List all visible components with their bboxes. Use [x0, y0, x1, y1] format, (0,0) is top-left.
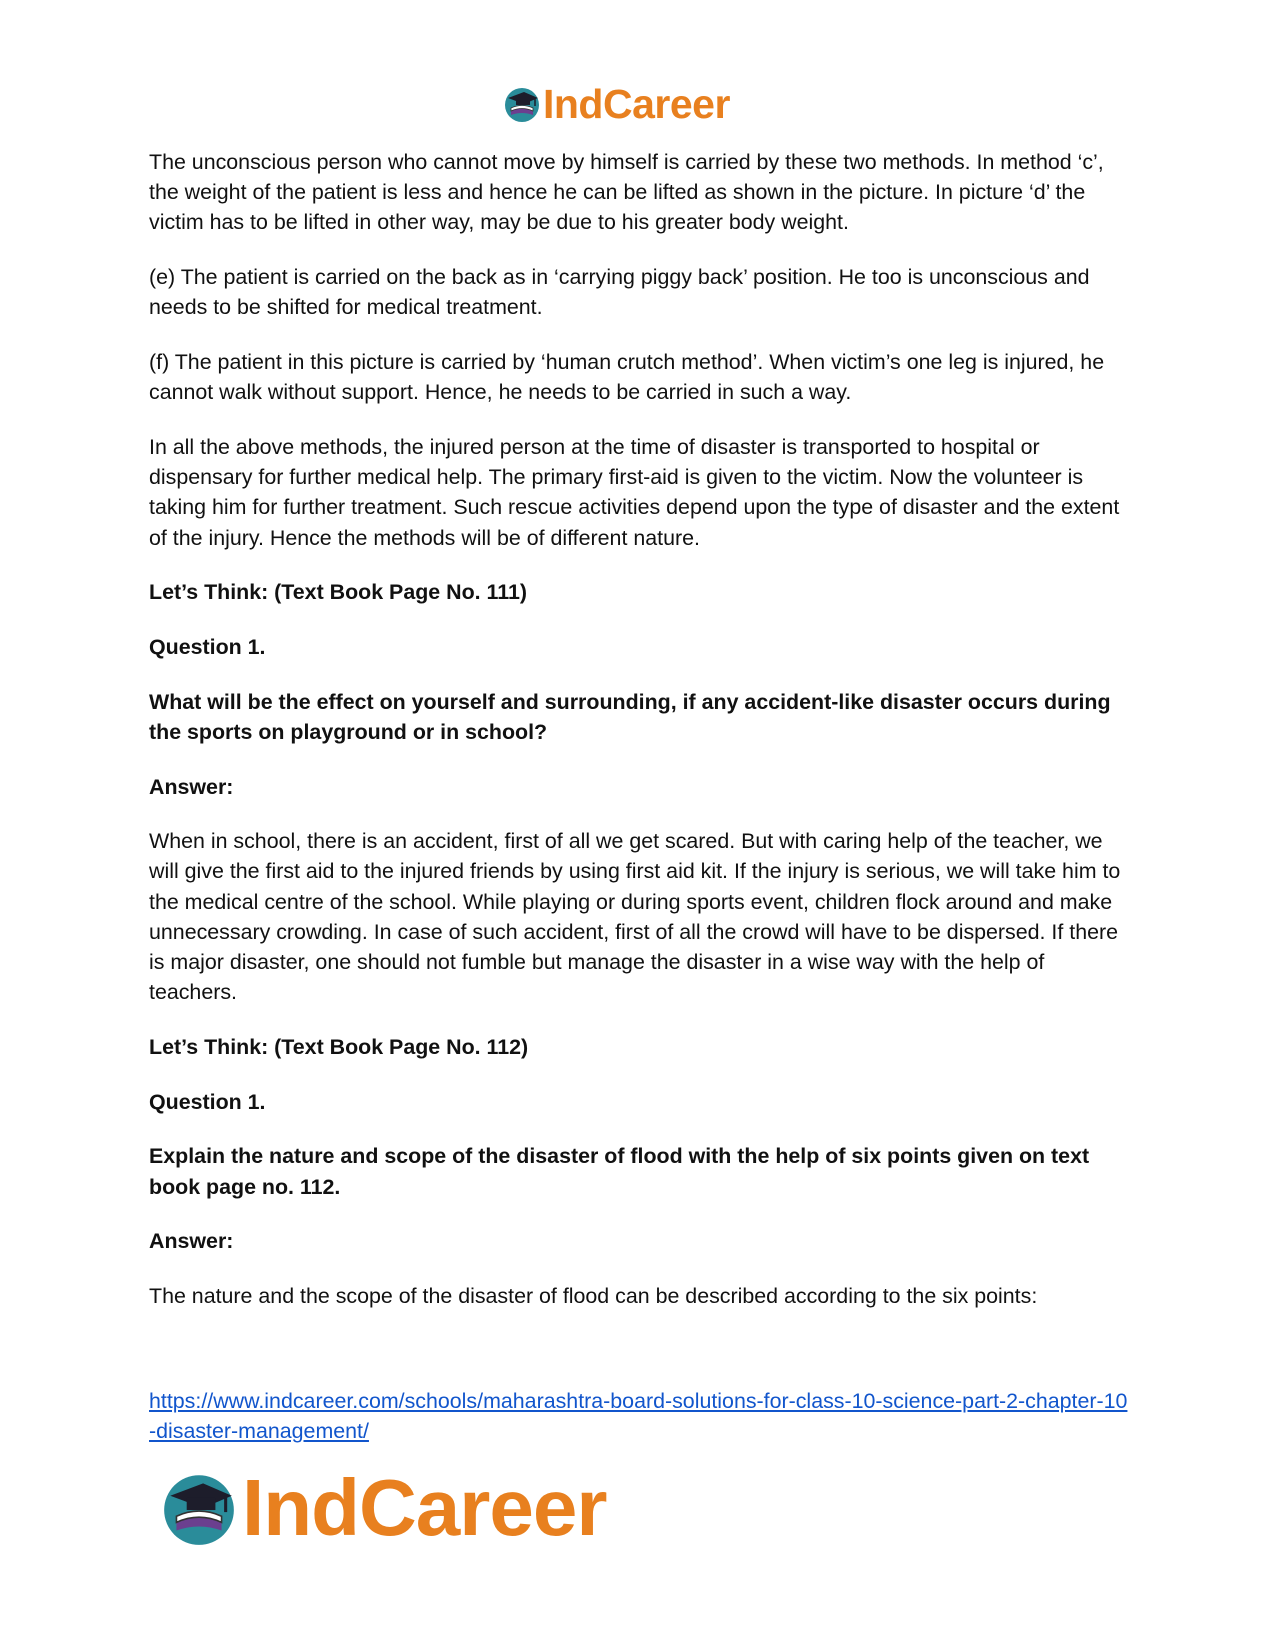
paragraph: In all the above methods, the injured person at the time of disaster is transported to hospital or dispensary for further medical help. The primary first-aid is given to the victim. Now the volunteer is taking him for further treatment. Such rescue activities depend upon the type of disaster and the extent of the injury. Hence the methods will be of different nature.	[149, 434, 1120, 550]
header-logo	[502, 78, 730, 130]
logo-text: IndCareer	[242, 1463, 607, 1552]
question-text: Explain the nature and scope of the disaster of flood with the help of six points given on text book page no. 112.	[149, 1144, 1090, 1199]
logo-text: IndCareer	[543, 80, 730, 127]
document-body	[149, 147, 1134, 1336]
answer-text: The nature and the scope of the disaster of flood can be described according to the six points:	[149, 1283, 1038, 1308]
section-heading: Let’s Think: (Text Book Page No. 111)	[149, 580, 527, 605]
question-label: Question 1.	[149, 1089, 266, 1114]
footer-logo	[158, 1462, 606, 1554]
answer-label: Answer:	[149, 774, 234, 799]
book-grad-cap-globe-icon	[158, 1467, 240, 1549]
answer-label: Answer:	[149, 1229, 234, 1254]
answer-text: When in school, there is an accident, first of all we get scared. But with caring help of the teacher, we will give the first aid to the injured friends by using first aid kit. If the injury is serious, we will take him to the medical centre of the school. While playing or during sports event, children flock around and make unnecessary crowding. In case of such accident, first of all the crowd will have to be dispersed. If there is major disaster, one should not fumble but manage the disaster in a wise way with the help of teachers.	[149, 829, 1121, 1005]
question-text: What will be the effect on yourself and surrounding, if any accident-like disaster occurs during the sports on playground or in school?	[149, 689, 1111, 744]
section-heading: Let’s Think: (Text Book Page No. 112)	[149, 1034, 529, 1059]
paragraph: (f) The patient in this picture is carried by ‘human crutch method’. When victim’s one leg is injured, he cannot walk without support. Hence, he needs to be carried in such a way.	[149, 350, 1105, 405]
paragraph: (e) The patient is carried on the back as in ‘carrying piggy back’ position. He too is unconscious and needs to be shifted for medical treatment.	[149, 265, 1090, 320]
book-grad-cap-globe-icon	[502, 84, 542, 124]
paragraph: The unconscious person who cannot move by himself is carried by these two methods. In method ‘c’, the weight of the patient is less and hence he can be lifted as shown in the picture. In picture ‘d’ the victim has to be lifted in other way, may be due to his greater body weight.	[149, 150, 1104, 235]
question-label: Question 1.	[149, 634, 266, 659]
source-url-link[interactable]: https://www.indcareer.com/schools/maharashtra-board-solutions-for-class-10-science-part-2-chapter-10-disaster-management/	[149, 1389, 1128, 1444]
